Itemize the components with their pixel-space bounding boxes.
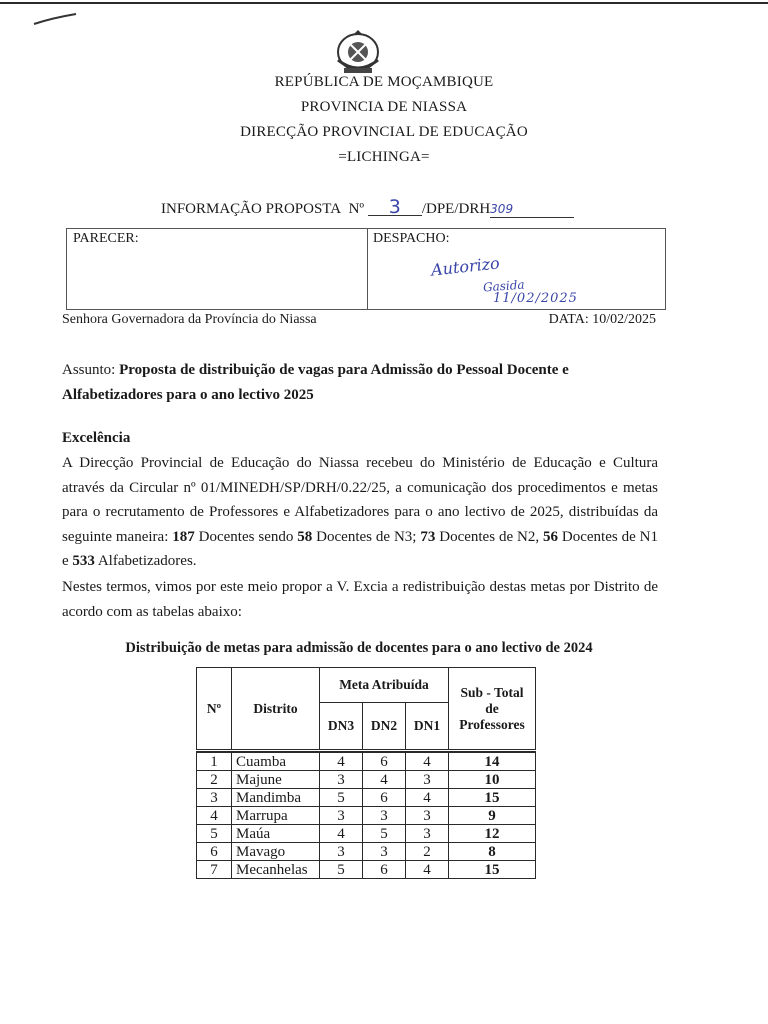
cell-no: 5 [197, 825, 232, 843]
para1-n2-count: 73 [420, 528, 436, 545]
para1-text-e: Docentes de N1 e [62, 528, 658, 570]
header-no: Nº [197, 668, 232, 751]
cell-dn1: 3 [406, 825, 449, 843]
pen-mark-icon [32, 12, 78, 26]
cell-dn1: 3 [406, 771, 449, 789]
cell-total: 10 [449, 771, 536, 789]
table-row [197, 861, 536, 879]
body-paragraph-1 [62, 451, 658, 574]
table-row [197, 807, 536, 825]
cell-district: Mecanhelas [232, 861, 320, 879]
proposal-ref: /DPE/DRH [421, 201, 491, 217]
table-row [197, 825, 536, 843]
cell-district: Maúa [232, 825, 320, 843]
para1-n3-count: 58 [297, 528, 313, 545]
cell-dn1: 4 [406, 861, 449, 879]
para1-n1-count: 56 [543, 528, 558, 545]
header-district: Distrito [232, 668, 320, 751]
cell-total: 15 [449, 861, 536, 879]
table-header-row-1 [197, 668, 536, 703]
cell-district: Marrupa [232, 807, 320, 825]
cell-total: 8 [449, 843, 536, 861]
top-border-line [0, 2, 768, 4]
cell-no: 4 [197, 807, 232, 825]
header-city: =LICHINGA= [338, 149, 430, 165]
cell-dn2: 6 [363, 789, 406, 807]
para1-text-f: Alfabetizadores. [94, 553, 197, 570]
cell-no: 6 [197, 843, 232, 861]
cell-total: 12 [449, 825, 536, 843]
cell-district: Mavago [232, 843, 320, 861]
cell-dn1: 4 [406, 753, 449, 771]
proposal-no-label: Nº [348, 201, 365, 217]
cell-dn2: 6 [363, 861, 406, 879]
cell-no: 3 [197, 789, 232, 807]
para1-text-a: A Direcção Provincial de Educação do Niassa recebeu do Ministério de Educação e Cultura através da Circular nº 01/MINEDH/SP/DRH/0.22/25, a comunicação dos procedimentos e metas para o recrutamento de Professores e Alfabetizadores para o ano lectivo de 2025, distribuídas da seguinte maneira: [62, 455, 658, 545]
parecer-label: PARECER: [73, 231, 139, 246]
cell-dn3: 4 [320, 825, 363, 843]
cell-total: 14 [449, 753, 536, 771]
document-date: DATA: 10/02/2025 [548, 312, 656, 327]
proposal-number: 3 [368, 199, 422, 216]
header-subtotal-line3: Professores [459, 716, 525, 732]
para1-text-b: Docentes sendo [194, 528, 298, 545]
despacho-label: DESPACHO: [373, 231, 450, 246]
body-paragraph-2: Nestes termos, vimos por este meio propor a V. Excia a redistribuição destas metas por Distrito de acordo com as tabelas abaixo: [62, 579, 658, 620]
header-directorate: DIRECÇÃO PROVINCIAL DE EDUCAÇÃO [240, 124, 528, 140]
handwritten-signature: Gasida [482, 277, 526, 295]
cell-dn1: 4 [406, 789, 449, 807]
table-title: Distribuição de metas para admissão de docentes para o ano lectivo de 2024 [125, 640, 593, 656]
cell-dn3: 4 [320, 753, 363, 771]
cell-district: Cuamba [232, 753, 320, 771]
handwritten-authorization: Autorizo [430, 253, 501, 280]
proposal-ref-handwritten: 309 [490, 201, 574, 218]
subject-label: Assunto: [62, 362, 116, 378]
cell-dn2: 3 [363, 843, 406, 861]
para1-text-d: Docentes de N2, [435, 528, 543, 545]
header-dn3: DN3 [320, 703, 363, 751]
cell-dn2: 6 [363, 753, 406, 771]
cell-no: 2 [197, 771, 232, 789]
subject-paragraph [62, 358, 658, 407]
header-dn2: DN2 [363, 703, 406, 751]
distribution-table [196, 667, 536, 879]
cell-no: 7 [197, 861, 232, 879]
cell-dn3: 3 [320, 771, 363, 789]
header-subtotal-line1: Sub - Total [460, 684, 524, 700]
cell-total: 9 [449, 807, 536, 825]
header-subtotal-line2: de [485, 700, 499, 716]
cell-dn1: 2 [406, 843, 449, 861]
header-republic: REPÚBLICA DE MOÇAMBIQUE [274, 74, 494, 90]
table-row [197, 789, 536, 807]
cell-dn3: 5 [320, 789, 363, 807]
cell-dn1: 3 [406, 807, 449, 825]
table-row [197, 753, 536, 771]
cell-no: 1 [197, 753, 232, 771]
box-divider [367, 229, 368, 309]
para1-alfabetizadores-count: 533 [72, 553, 95, 570]
proposal-label: INFORMAÇÃO PROPOSTA [161, 201, 342, 217]
cell-dn2: 4 [363, 771, 406, 789]
cell-dn3: 3 [320, 843, 363, 861]
header-dn1: DN1 [406, 703, 449, 751]
para1-total-docentes: 187 [172, 528, 195, 545]
salutation: Excelência [62, 430, 131, 446]
table-row [197, 771, 536, 789]
cell-dn3: 3 [320, 807, 363, 825]
cell-district: Mandimba [232, 789, 320, 807]
addressee: Senhora Governadora da Província do Niassa [62, 312, 317, 327]
subject-text: Proposta de distribuição de vagas para Admissão do Pessoal Docente e Alfabetizadores para o ano lectivo 2025 [62, 362, 569, 403]
national-emblem-icon [330, 30, 386, 76]
cell-dn2: 5 [363, 825, 406, 843]
cell-dn2: 3 [363, 807, 406, 825]
header-province: PROVINCIA DE NIASSA [300, 99, 468, 115]
cell-dn3: 5 [320, 861, 363, 879]
para1-text-c: Docentes de N3; [312, 528, 421, 545]
cell-district: Majune [232, 771, 320, 789]
handwritten-date: 11/02/2025 [493, 291, 578, 306]
header-meta: Meta Atribuída [320, 668, 449, 703]
table-row [197, 843, 536, 861]
header-subtotal [449, 668, 536, 751]
table-body [197, 753, 536, 879]
opinion-dispatch-box [66, 228, 666, 310]
cell-total: 15 [449, 789, 536, 807]
proposal-line [161, 196, 574, 218]
